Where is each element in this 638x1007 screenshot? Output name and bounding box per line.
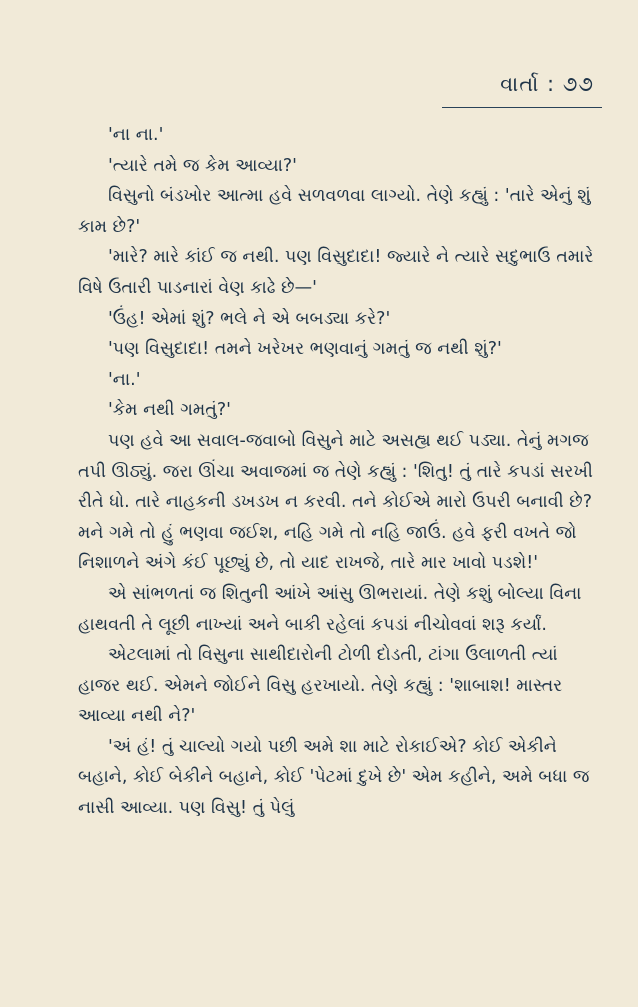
paragraph: 'ના ના.' — [108, 125, 164, 145]
paragraph: 'ઉંહ! એમાં શું? ભલે ને એ બબડ્યા કરે?' — [108, 308, 391, 329]
paragraph: પણ હવે આ સવાલ-જવાબો વિસુને માટે અસહ્ય થઈ પડ્યા. તેનું મગજ તપી ઊઠ્યું. જરા ઊંચા અવાજમાં જ તેણે કહ્યું : 'શિતુ! તું તારે કપડાં સરખી રીતે ધો. તારે નાહકની ડખડખ ન કરવી. તને કોઈએ મારો ઉપરી બનાવી છે? મને ગમે તો હું ભણવા જઈશ, નહિ ગમે તો નહિ જાઉં. હવે ફરી વખતે જો નિશાળને અંગે કંઈ પૂછ્યું છે, તો યાદ રાખજે, તારે માર ખાવો પડશે!' — [78, 430, 593, 574]
paragraph: વિસુનો બંડખોર આત્મા હવે સળવળવા લાગ્યો. તેણે કહ્યું : 'તારે એનું શું કામ છે?' — [78, 186, 591, 237]
running-header: વાર્તા : ૭૭ — [500, 72, 594, 96]
paragraph: 'ના.' — [108, 369, 141, 390]
page-body — [78, 120, 598, 824]
paragraph: એ સાંભળતાં જ શિતુની આંખે આંસુ ઊભરાયાં. તેણે કશું બોલ્યા વિના હાથવતી તે લૂછી નાખ્યાં અને બાકી રહેલાં કપડાં નીચોવવાં શરૂ કર્યાં. — [78, 583, 582, 635]
paragraph: 'અં હં! તું ચાલ્યો ગયો પછી અમે શા માટે રોકાઈએ? કોઈ એકીને બહાને, કોઈ બેકીને બહાને, કોઈ 'પેટમાં દુખે છે' એમ કહીને, અમે બધા જ નાસી આવ્યા. પણ વિસુ! તું પેલું — [78, 736, 590, 819]
paragraph: 'પણ વિસુદાદા! તમને ખરેખર ભણવાનું ગમતું જ નથી શું?' — [108, 339, 502, 360]
paragraph: 'ત્યારે તમે જ કેમ આવ્યા?' — [108, 155, 297, 176]
paragraph: 'મારે? મારે કાંઈ જ નથી. પણ વિસુદાદા! જ્યારે ને ત્યારે સદુભાઉ તમારે વિષે ઉતારી પાડનારાં વેણ કાઢે છે—' — [78, 247, 594, 298]
paragraph: એટલામાં તો વિસુના સાથીદારોની ટોળી દોડતી, ટાંગા ઉલાળતી ત્યાં હાજર થઈ. એમને જોઈને વિસુ હરખાયો. તેણે કહ્યું : 'શાબાશ! માસ્તર આવ્યા નથી ને?' — [78, 645, 563, 727]
paragraph: 'કેમ નથી ગમતું?' — [108, 400, 231, 421]
header-underline — [442, 107, 602, 108]
